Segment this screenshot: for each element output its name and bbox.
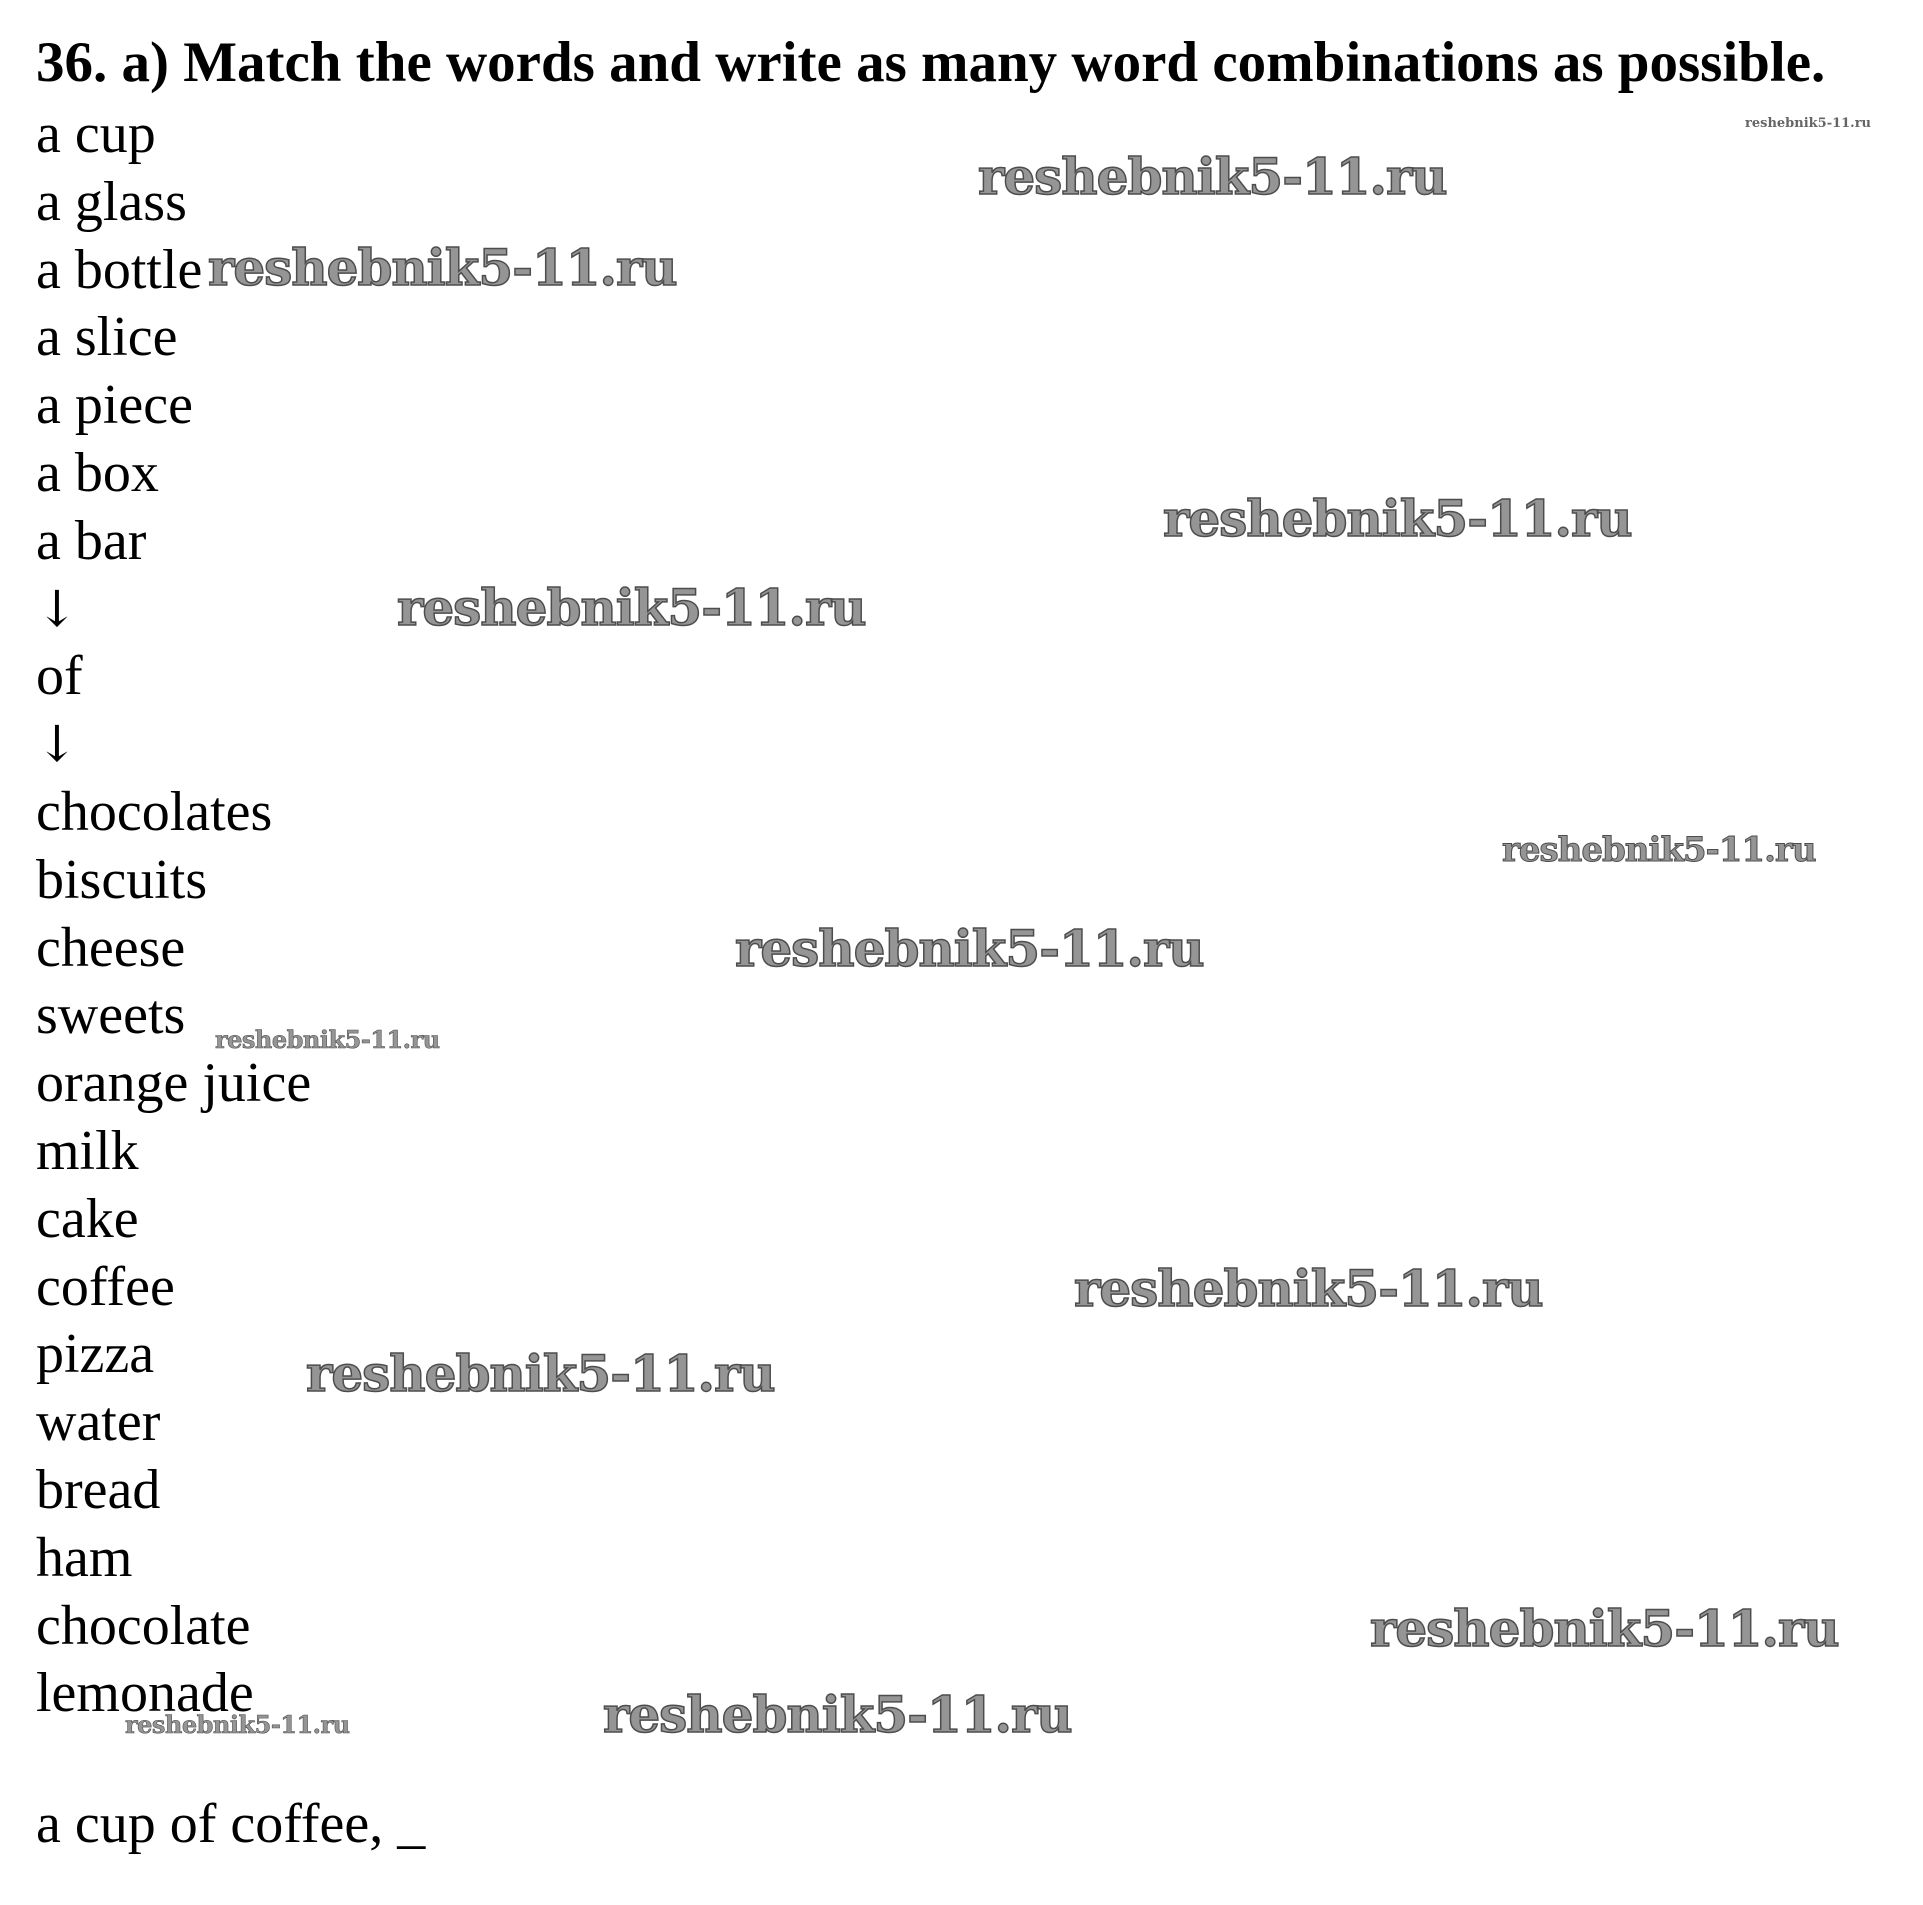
food-word: cheese: [36, 916, 186, 979]
watermark: reshebnik5-11.ru: [1163, 489, 1632, 548]
food-word: chocolate: [36, 1594, 251, 1657]
food-word: lemonade: [36, 1662, 254, 1725]
watermark: reshebnik5-11.ru: [1745, 116, 1872, 131]
food-word: chocolates: [36, 780, 273, 843]
food-word: sweets: [36, 984, 186, 1047]
exercise-heading: 36. a) Match the words and write as many word combinations as possible.: [36, 31, 1826, 94]
watermark: reshebnik5-11.ru: [978, 147, 1447, 206]
container-word: a box: [36, 441, 159, 504]
watermark: reshebnik5-11.ru: [208, 238, 677, 297]
container-word: a piece: [36, 374, 193, 437]
watermark: reshebnik5-11.ru: [1074, 1259, 1543, 1318]
food-word: coffee: [36, 1255, 175, 1318]
container-word: a glass: [36, 170, 187, 233]
down-arrow-icon: ↓: [36, 579, 78, 638]
container-word: a cup: [36, 103, 156, 165]
connector-word: of: [36, 645, 83, 708]
food-word: milk: [36, 1119, 139, 1182]
word-list: [36, 101, 311, 1728]
down-arrow-icon: ↓: [36, 715, 78, 774]
food-word: bread: [36, 1458, 161, 1521]
food-word: cake: [36, 1187, 139, 1250]
food-word: pizza: [36, 1323, 155, 1386]
watermark: reshebnik5-11.ru: [397, 578, 866, 637]
food-word: biscuits: [36, 848, 208, 911]
watermark: reshebnik5-11.ru: [1370, 1599, 1839, 1658]
container-word: a slice: [36, 306, 178, 369]
watermark: reshebnik5-11.ru: [735, 919, 1204, 978]
watermark: reshebnik5-11.ru: [603, 1685, 1072, 1744]
watermark: reshebnik5-11.ru: [306, 1344, 775, 1403]
watermark: reshebnik5-11.ru: [125, 1710, 350, 1739]
container-word: a bottle: [36, 238, 203, 301]
watermark: reshebnik5-11.ru: [1502, 830, 1816, 870]
food-word: orange juice: [36, 1052, 312, 1115]
food-word: water: [36, 1391, 161, 1454]
food-word: ham: [36, 1526, 133, 1589]
example-answer: a cup of coffee, _: [36, 1793, 426, 1855]
watermark: reshebnik5-11.ru: [215, 1025, 440, 1054]
container-word: a bar: [36, 509, 147, 572]
